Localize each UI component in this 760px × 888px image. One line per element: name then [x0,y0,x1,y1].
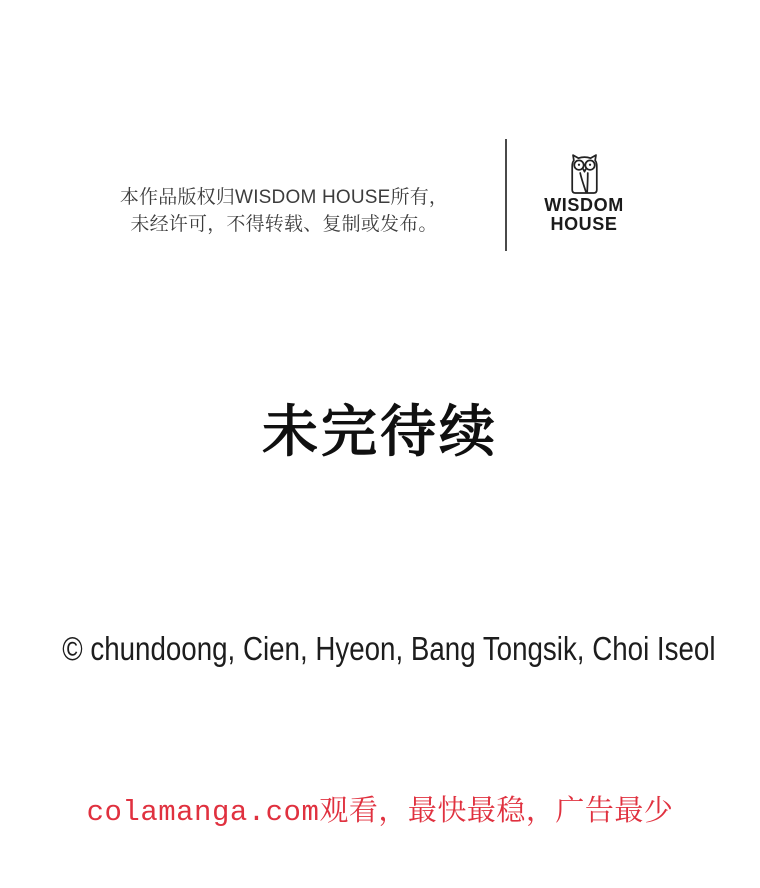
copyright-notice [62,184,506,238]
author-credits-text: © chundoong, Cien, Hyeon, Bang Tongsik, Choi Iseol [62,630,716,667]
author-credits [0,630,760,668]
publisher-logo [540,152,628,233]
divider-line [505,139,507,251]
owl-icon [566,152,603,194]
watermark-text: colamanga.com观看，最快最稳，广告最少 [86,796,674,829]
publisher-name-line-2: HOUSE [550,213,618,234]
copyright-line-2: 未经许可，不得转载、复制或发布。 [130,214,438,235]
copyright-line-1: 本作品版权归WISDOM HOUSE所有， [119,187,449,208]
to-be-continued-title: 未完待续 [262,400,498,463]
publisher-name-line-1: WISDOM [544,195,624,215]
